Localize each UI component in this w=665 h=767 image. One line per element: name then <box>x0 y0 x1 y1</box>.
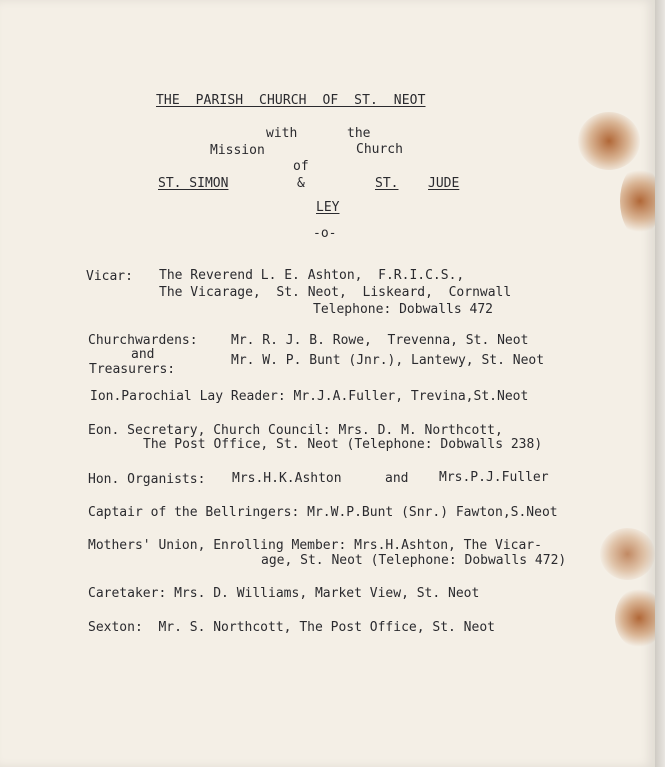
organist-1: Mrs.H.K.Ashton <box>232 471 342 486</box>
stain-mark <box>600 528 655 580</box>
organist-2: Mrs.P.J.Fuller <box>439 470 549 485</box>
header-ley: LEY <box>316 200 340 215</box>
vicar-label: Vicar: <box>86 269 133 284</box>
stain-mark <box>620 165 655 237</box>
lay-reader: Ion.Parochial Lay Reader: Mr.J.A.Fuller, Trevina,St.Neot <box>90 389 529 404</box>
header-mission: Mission <box>210 143 265 158</box>
vicar-line-3: Telephone: Dobwalls 472 <box>313 302 494 317</box>
churchwardens-and: and <box>131 347 155 362</box>
caretaker: Caretaker: Mrs. D. Williams, Market View, St. Neot <box>88 586 480 601</box>
header-ampersand: & <box>297 176 305 191</box>
secretary-line-1: Eon. Secretary, Church Council: Mrs. D. M. Northcott, <box>88 423 503 438</box>
sexton: Sexton: Mr. S. Northcott, The Post Office, St. Neot <box>88 620 495 635</box>
header-jude: JUDE <box>428 176 460 191</box>
churchwardens-label: Churchwardens: <box>88 333 198 348</box>
header-of: of <box>293 159 309 174</box>
mothers-union-line-2: age, St. Neot (Telephone: Dobwalls 472) <box>261 553 567 568</box>
header-church: Church <box>356 142 403 157</box>
stain-mark <box>578 112 640 170</box>
header-st-simon: ST. SIMON <box>158 176 229 191</box>
churchwarden-2: Mr. W. P. Bunt (Jnr.), Lantewy, St. Neot <box>231 353 545 368</box>
document-title: THE PARISH CHURCH OF ST. NEOT <box>156 93 426 108</box>
header-with: with <box>266 126 298 141</box>
header-st: ST. <box>375 176 399 191</box>
stain-mark <box>615 588 655 648</box>
churchwarden-1: Mr. R. J. B. Rowe, Trevenna, St. Neot <box>231 333 529 348</box>
vicar-line-2: The Vicarage, St. Neot, Liskeard, Cornwall <box>159 285 512 300</box>
page-edge <box>655 0 665 767</box>
organists-and: and <box>385 471 409 486</box>
treasurers-label: Treasurers: <box>89 362 176 377</box>
secretary-line-2: The Post Office, St. Neot (Telephone: Dobwalls 238) <box>143 437 543 452</box>
header-divider: -o- <box>313 226 337 241</box>
bellringers-captain: Captair of the Bellringers: Mr.W.P.Bunt (Snr.) Fawton,S.Neot <box>88 505 558 520</box>
header-the: the <box>347 126 371 141</box>
organists-label: Hon. Organists: <box>88 472 206 487</box>
vicar-line-1: The Reverend L. E. Ashton, F.R.I.C.S., <box>159 268 465 283</box>
mothers-union-line-1: Mothers' Union, Enrolling Member: Mrs.H.Ashton, The Vicar- <box>88 538 542 553</box>
